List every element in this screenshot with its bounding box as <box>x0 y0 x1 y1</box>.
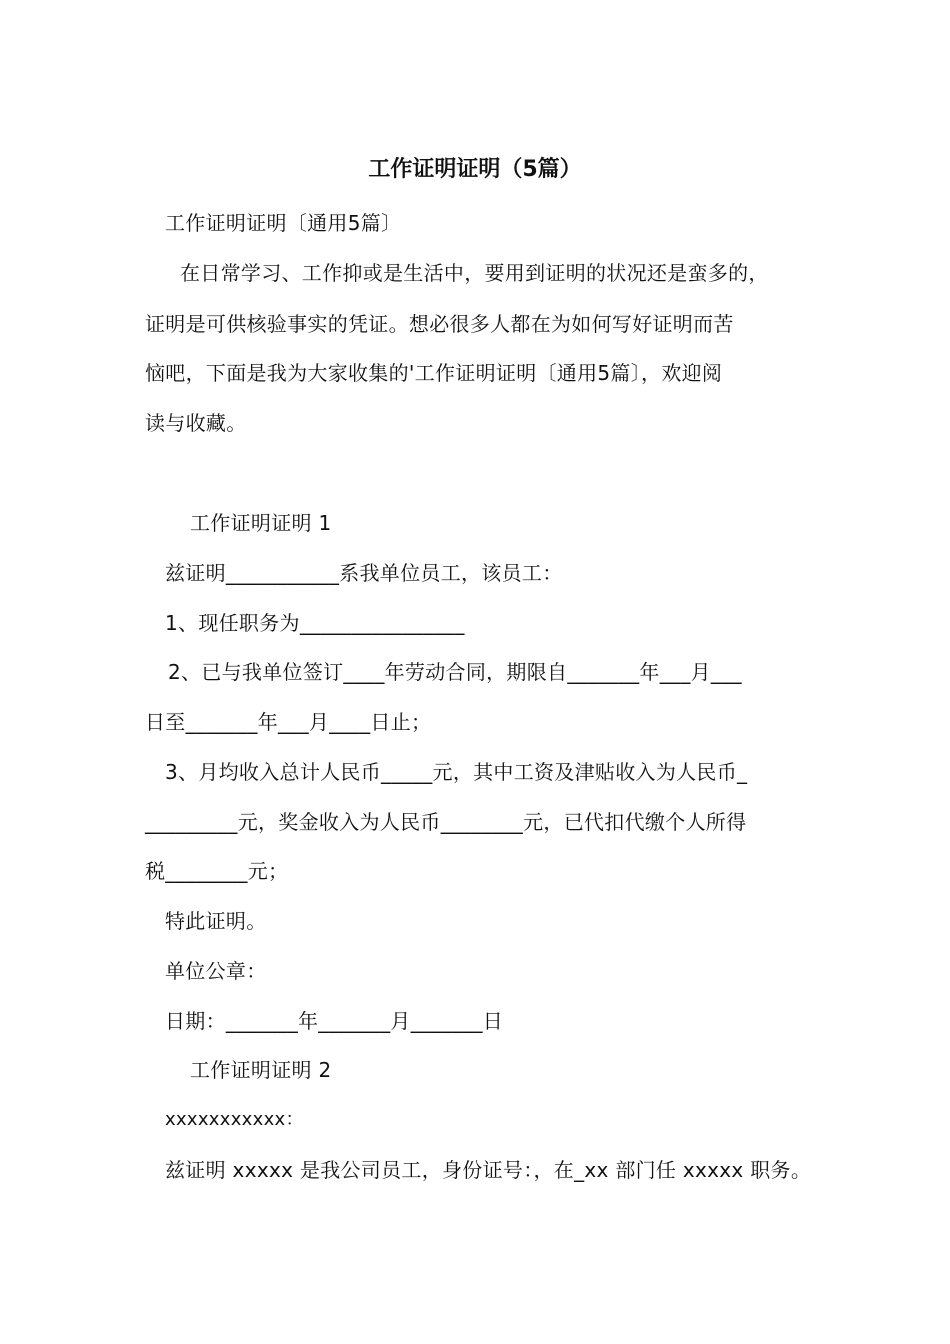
section1-line-7: 税________元； <box>145 859 289 883</box>
section1-line-9: 单位公章： <box>165 959 267 983</box>
section1-line-2: 1、现任职务为________________ <box>165 611 465 635</box>
document-subtitle: 工作证明证明〔通用5篇〕 <box>165 211 402 235</box>
document-title: 工作证明证明（5篇） <box>368 157 582 182</box>
intro-line-2: 证明是可供核验事实的凭证。想必很多人都在为如何写好证明而苦 <box>145 312 734 336</box>
section1-heading: 工作证明证明 1 <box>190 511 332 535</box>
intro-line-1: 在日常学习、工作抑或是生活中，要用到证明的状况还是蛮多的， <box>180 261 769 285</box>
section1-line-10: 日期：_______年_______月_______日 <box>165 1009 504 1033</box>
section1-line-6: _________元，奖金收入为人民币________元，已代扣代缴个人所得 <box>145 810 747 834</box>
section2-line-1: xxxxxxxxxxx： <box>165 1109 304 1130</box>
intro-line-4: 读与收藏。 <box>145 411 247 435</box>
section1-line-1: 兹证明___________系我单位员工，该员工： <box>165 561 563 585</box>
section1-line-5: 3、月均收入总计人民币_____元，其中工资及津贴收入为人民币_ <box>165 760 748 784</box>
section2-line-2: 兹证明 xxxxx 是我公司员工，身份证号：，在_xx 部门任 xxxxx 职务。 <box>165 1158 812 1182</box>
section1-line-4: 日至_______年___月____日止； <box>145 710 432 734</box>
section1-line-8: 特此证明。 <box>165 909 267 933</box>
section2-heading: 工作证明证明 2 <box>190 1058 332 1082</box>
intro-line-3: 恼吧，下面是我为大家收集的'工作证明证明〔通用5篇〕，欢迎阅 <box>145 361 723 385</box>
section1-line-3: 2、已与我单位签订____年劳动合同，期限自_______年___月___ <box>168 660 742 684</box>
